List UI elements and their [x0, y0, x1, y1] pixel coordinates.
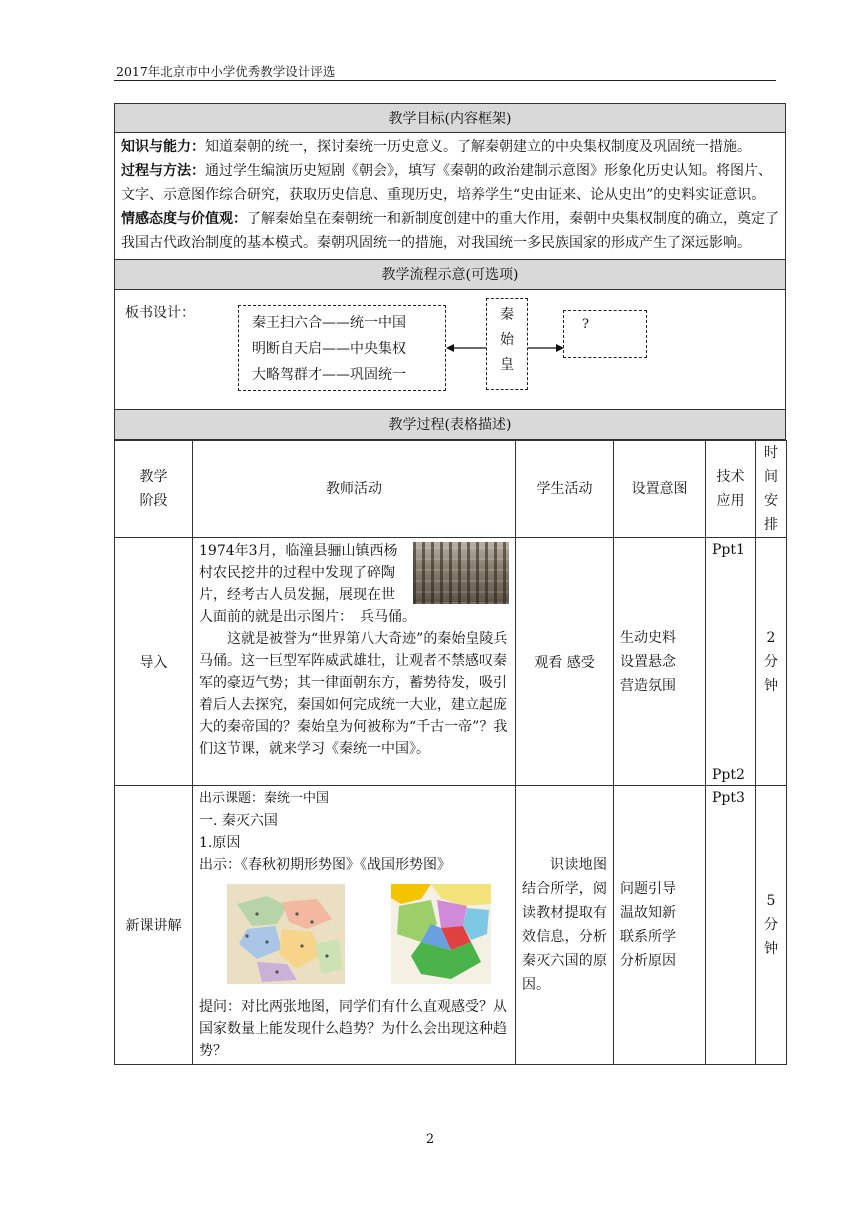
teacher-cell [193, 786, 516, 1065]
teacher-text: 出示课题：秦统一中国 [199, 791, 330, 806]
table-header-row [115, 441, 787, 538]
col-intent: 设置意图 [614, 441, 706, 538]
process-table [114, 440, 787, 1065]
teacher-text: 这就是被誉为“世界第八大奇迹”的秦始皇陵兵马俑。这一巨型军阵威武雄壮，让观者不禁感叹秦军的豪迈气势；其一律面朝东方，蓄势待发，吸引着后人去探究，秦国如何完成统一大业，建立起庞大的秦帝国的？秦始皇为何被称为“千古一帝”？我们这节课，就来学习《秦统一中国》。 [199, 631, 508, 757]
time-cell: 2 分 钟 [756, 538, 787, 786]
student-cell: 观看 感受 [516, 538, 614, 786]
teacher-question: 提问：对比两张地图，同学们有什么直观感受？从国家数量上能发现什么趋势？为什么会出现这种趋势？ [199, 999, 507, 1059]
table-row [115, 538, 787, 786]
spring-autumn-map [227, 884, 345, 984]
board-design [114, 290, 786, 410]
arrow-left-icon [446, 342, 488, 354]
tech-cell [706, 538, 756, 786]
stage-cell: 新课讲解 [115, 786, 193, 1065]
board-label: 板书设计： [125, 305, 195, 321]
table-row [115, 786, 787, 1065]
goals-section [114, 133, 786, 260]
stage-cell: 导入 [115, 538, 193, 786]
board-question-mark: ? [582, 317, 589, 332]
maps-area [199, 884, 509, 990]
goal-knowledge [121, 135, 779, 159]
board-line: 秦王扫六合——统一中国 [252, 315, 406, 331]
goal-text: 知道秦朝的统一，探讨秦统一历史意义。了解秦朝建立的中央集权制度及巩固统一措施。 [205, 139, 751, 155]
lesson-plan-sheet [114, 103, 786, 1065]
col-time: 时 间 安 排 [756, 441, 787, 538]
goals-heading: 教学目标(内容框架) [114, 103, 786, 133]
col-student: 学生活动 [516, 441, 614, 538]
goal-text: 通过学生编演历史短剧《朝会》，填写《秦朝的政治建制示意图》形象化历史认知。将图片、文字、示意图作综合研究，获取历史信息、重现历史，培养学生“史由证来、论从史出”的史料实证意识。 [121, 163, 772, 203]
board-char: 皇 [500, 357, 514, 373]
tech-bottom: Ppt2 [712, 767, 745, 783]
board-char: 始 [500, 332, 514, 348]
process-heading: 教学过程(表格描述) [114, 410, 786, 440]
board-char: 秦 [500, 307, 514, 323]
flow-heading: 教学流程示意(可选项) [114, 260, 786, 290]
arrow-right-icon [528, 342, 564, 354]
tech-top: Ppt3 [712, 790, 745, 806]
goal-label: 情感态度与价值观： [121, 211, 247, 227]
goal-text: 了解秦始皇在秦朝统一和新制度创建中的重大作用，秦朝中央集权制度的确立，奠定了我国古代政治制度的基本模式。秦朝巩固统一的措施，对我国统一多民族国家的形成产生了深远影响。 [121, 211, 779, 251]
time-cell: 5 分 钟 [756, 786, 787, 1065]
teacher-text: 1.原因 [199, 835, 241, 851]
board-right-box [563, 310, 647, 358]
teacher-text: 出示：《春秋初期形势图》《战国形势图》 [199, 857, 451, 873]
teacher-text: 一. 秦灭六国 [199, 813, 278, 829]
board-line: 大略驾群才——巩固统一 [252, 367, 406, 383]
teacher-text: 1974年3月，临潼县骊山镇西杨村农民挖井的过程中发现了碎陶片，经考古人员发掘，展现在世人面前的就是出示图片： 兵马俑。 [199, 543, 416, 625]
col-stage: 教学 阶段 [115, 441, 193, 538]
board-line: 明断自天启——中央集权 [252, 341, 406, 357]
tech-cell [706, 786, 756, 1065]
terracotta-warriors-photo [413, 542, 509, 604]
col-tech: 技术 应用 [706, 441, 756, 538]
goal-label: 知识与能力： [121, 139, 205, 155]
board-center-box [486, 298, 528, 390]
goal-process [121, 159, 779, 207]
col-teacher: 教师活动 [193, 441, 516, 538]
tech-top: Ppt1 [712, 542, 745, 558]
page-header: 2017年北京市中小学优秀教学设计评选 [116, 64, 336, 79]
student-cell: 识读地图结合所学，阅读教材提取有效信息，分析秦灭六国的原因。 [516, 786, 614, 1065]
page-number: 2 [425, 1132, 435, 1147]
warring-states-map [391, 884, 491, 984]
header-rule [114, 80, 776, 81]
intent-cell: 问题引导 温故知新 联系所学 分析原因 [614, 786, 706, 1065]
board-left-box [238, 305, 446, 391]
goal-attitude [121, 207, 779, 255]
teacher-cell [193, 538, 516, 786]
intent-cell: 生动史料 设置悬念 营造氛围 [614, 538, 706, 786]
goal-label: 过程与方法： [121, 163, 205, 179]
